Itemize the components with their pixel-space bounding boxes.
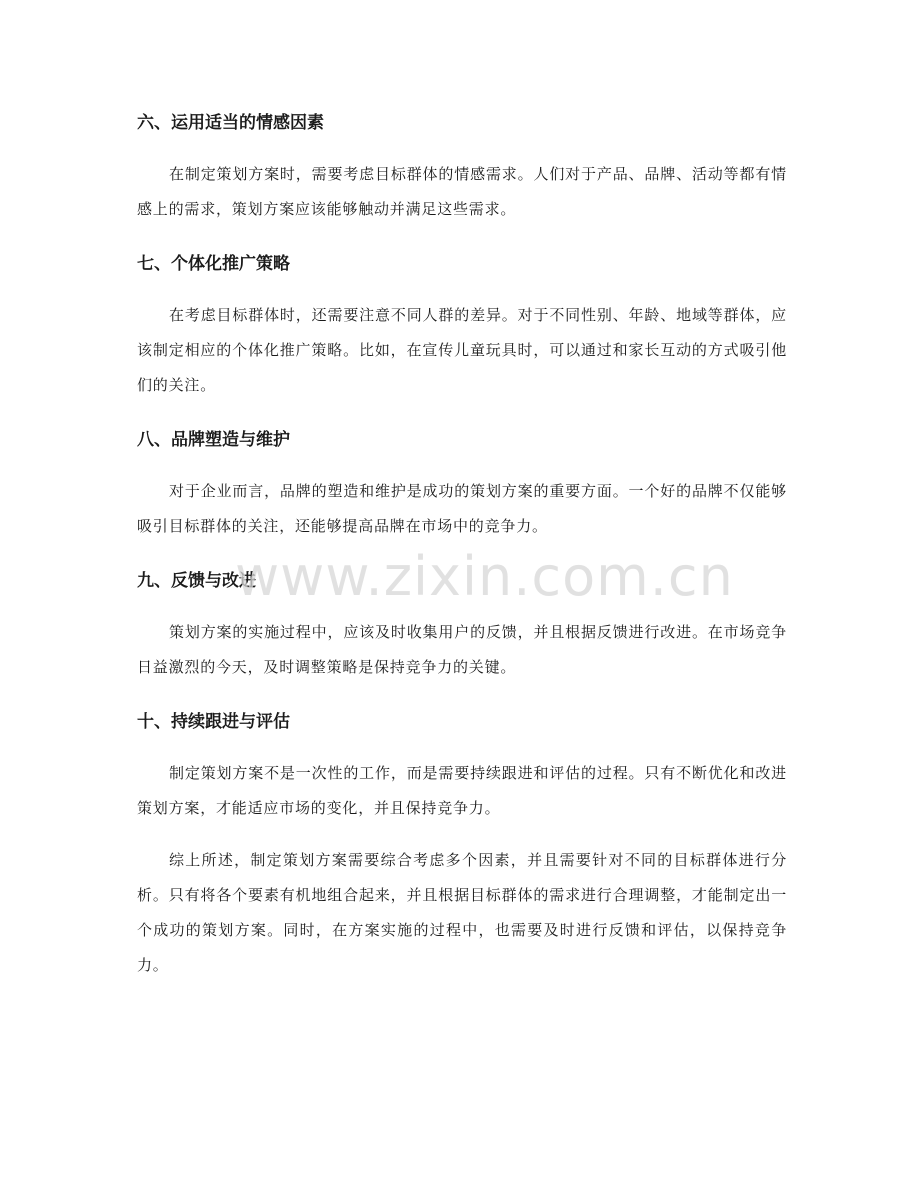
section-heading-7: 七、个体化推广策略 bbox=[137, 254, 290, 274]
section-paragraph-6: 在制定策划方案时，需要考虑目标群体的情感需求。人们对于产品、品牌、活动等都有情感上的需求，策划方案应该能够触动并满足这些需求。 bbox=[137, 165, 787, 218]
section-heading-8: 八、品牌塑造与维护 bbox=[137, 430, 290, 450]
section-paragraph-10: 制定策划方案不是一次性的工作，而是需要持续跟进和评估的过程。只有不断优化和改进策划方案，才能适应市场的变化，并且保持竞争力。 bbox=[137, 764, 787, 817]
section-heading-10: 十、持续跟进与评估 bbox=[137, 712, 290, 732]
section-paragraph-9: 策划方案的实施过程中，应该及时收集用户的反馈，并且根据反馈进行改进。在市场竞争日益激烈的今天，及时调整策略是保持竞争力的关键。 bbox=[137, 623, 787, 676]
section-heading-6: 六、运用适当的情感因素 bbox=[137, 113, 324, 133]
watermark: www.zixin.com.cn bbox=[235, 545, 734, 608]
section-paragraph-7: 在考虑目标群体时，还需要注意不同人群的差异。对于不同性别、年龄、地域等群体，应该制定相应的个体化推广策略。比如，在宣传儿童玩具时，可以通过和家长互动的方式吸引他们的关注。 bbox=[137, 306, 787, 394]
summary-paragraph: 综上所述，制定策划方案需要综合考虑多个因素，并且需要针对不同的目标群体进行分析。只有将各个要素有机地组合起来，并且根据目标群体的需求进行合理调整，才能制定出一个成功的策划方案。同时，在方案实施的过程中，也需要及时进行反馈和评估，以保持竞争力。 bbox=[137, 851, 787, 974]
document-body bbox=[137, 104, 787, 983]
section-paragraph-8: 对于企业而言，品牌的塑造和维护是成功的策划方案的重要方面。一个好的品牌不仅能够吸引目标群体的关注，还能够提高品牌在市场中的竞争力。 bbox=[137, 482, 787, 535]
section-heading-9: 九、反馈与改进 bbox=[137, 571, 256, 591]
